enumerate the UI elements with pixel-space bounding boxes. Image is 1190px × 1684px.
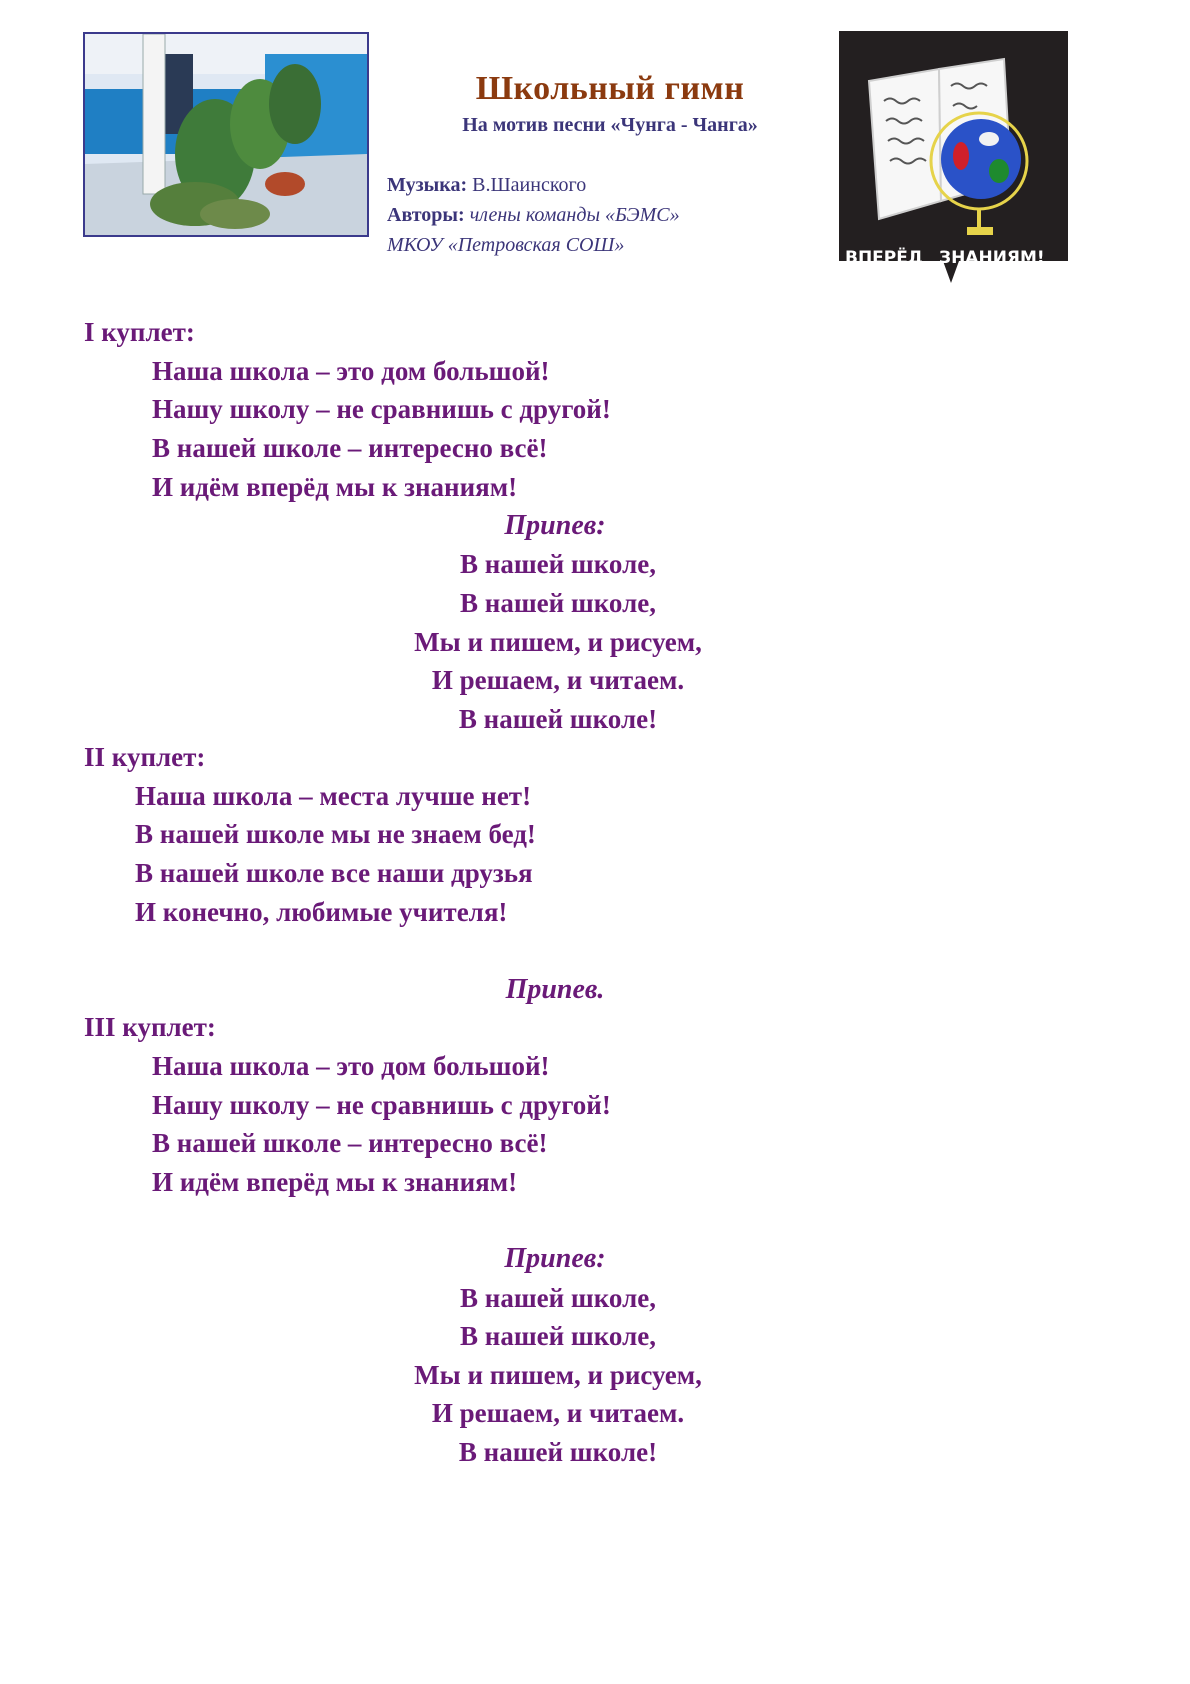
verse-1-line-2: Нашу школу – не сравнишь с другой!: [152, 394, 611, 424]
verse-2-line-3: В нашей школе все наши друзья: [135, 858, 533, 888]
music-value: В.Шаинского: [472, 174, 587, 196]
verse-2-line-2: В нашей школе мы не знаем бед!: [135, 819, 536, 849]
verse-3-line-2: Нашу школу – не сравнишь с другой!: [152, 1090, 611, 1120]
music-label: Музыка:: [387, 174, 468, 196]
school-name: МКОУ «Петровская СОШ»: [387, 234, 625, 256]
chorus-1-line-3: Мы и пишем, и рисуем,: [414, 627, 702, 657]
verse-2-heading: II куплет:: [84, 742, 206, 772]
verse-1-line-1: Наша школа – это дом большой!: [152, 356, 550, 386]
school-corridor-photo: [83, 32, 369, 237]
chorus-2-line-4: И решаем, и читаем.: [431, 1398, 685, 1428]
emblem-image: [839, 31, 1068, 287]
verse-2-line-1: Наша школа – места лучше нет!: [135, 781, 532, 811]
verse-3-heading: III куплет:: [84, 1012, 216, 1042]
verse-1-line-3: В нашей школе – интересно всё!: [152, 433, 548, 463]
chorus-1-line-5: В нашей школе!: [458, 704, 658, 734]
verse-3-line-1: Наша школа – это дом большой!: [152, 1051, 550, 1081]
verse-2-line-4: И конечно, любимые учителя!: [135, 897, 508, 927]
verse-3-line-4: И идём вперёд мы к знаниям!: [152, 1167, 518, 1197]
chorus-1-title: Припев:: [504, 510, 606, 541]
page-subtitle: На мотив песни «Чунга - Чанга»: [462, 114, 758, 136]
chorus-1-line-4: И решаем, и читаем.: [431, 665, 685, 695]
chorus-2-line-3: Мы и пишем, и рисуем,: [414, 1360, 702, 1390]
page-title: Школьный гимн: [475, 70, 745, 107]
emblem-motto-1: ВПЕРЁД: [845, 248, 924, 268]
authors-label: Авторы:: [387, 204, 465, 226]
chorus-2-line-2: В нашей школе,: [460, 1321, 656, 1351]
chorus-1-line-2: В нашей школе,: [460, 588, 656, 618]
emblem-motto-2: к: [927, 260, 936, 274]
authors-credit: [387, 204, 680, 227]
chorus-2-line-1: В нашей школе,: [460, 1283, 656, 1313]
verse-1-line-4: И идём вперёд мы к знаниям!: [152, 472, 518, 502]
chorus-1-line-1: В нашей школе,: [460, 549, 656, 579]
chorus-2-title: Припев:: [504, 1243, 606, 1274]
verse-1-heading: I куплет:: [84, 317, 195, 347]
music-credit: [387, 174, 586, 197]
verse-3-line-3: В нашей школе – интересно всё!: [152, 1128, 548, 1158]
emblem-motto-3: ЗНАНИЯМ!: [939, 248, 1045, 268]
chorus-reference: Припев.: [505, 974, 605, 1005]
chorus-2-line-5: В нашей школе!: [458, 1437, 658, 1467]
authors-value: члены команды «БЭМС»: [469, 204, 680, 226]
